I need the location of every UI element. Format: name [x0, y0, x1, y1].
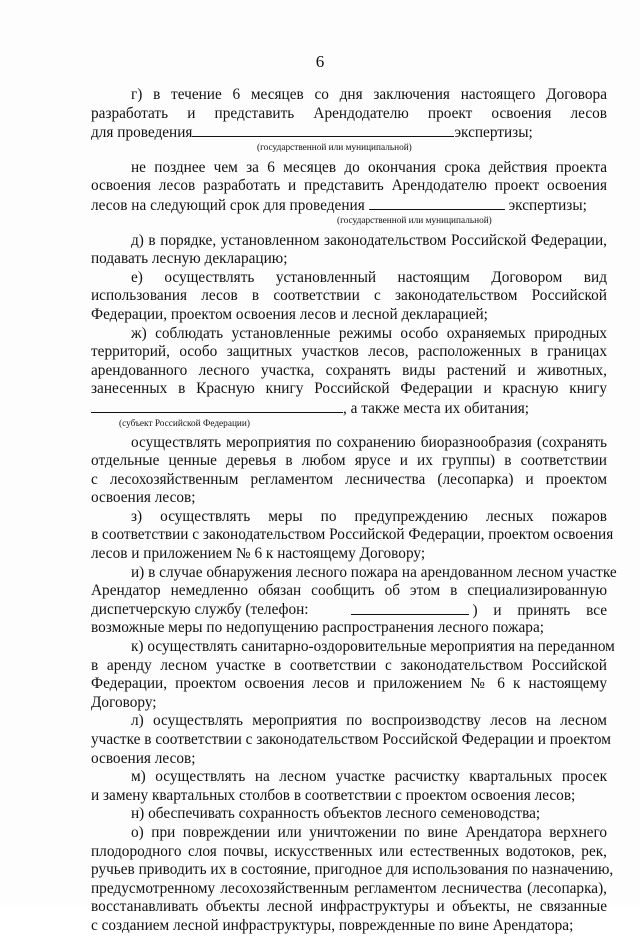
paragraph-line: отдельные ценные деревья в любом ярусе и их группы) в соответствии	[91, 452, 607, 470]
paragraph-line: предусмотренному лесохозяйственным регламентом лесничества (лесопарка),	[91, 879, 607, 897]
paragraph-line: Федерации, проектом освоения лесов и приложением № 6 к настоящему	[91, 675, 607, 693]
paragraph-line: осуществлять мероприятия по сохранению биоразнообразия (сохранять	[131, 433, 607, 451]
paragraph-line: с созданием лесной инфраструктуры, поврежденные по вине Арендатора;	[91, 916, 574, 934]
paragraph-line: Федерации, проектом освоения лесов и лесной декларацией;	[91, 305, 488, 323]
paragraph-line: и) в случае обнаружения лесного пожара на арендованном лесном участке	[131, 563, 617, 581]
line-text: экспертизы;	[454, 124, 533, 142]
paragraph-line: ж) соблюдать установленные режимы особо охраняемых природных	[131, 324, 607, 342]
paragraph-line: восстанавливать объекты лесной инфраструктуры и объекты, не связанные	[91, 898, 607, 916]
line-text: лесов на следующий срок для проведения	[91, 196, 365, 214]
blank-field	[351, 601, 469, 615]
paragraph-line: участке в соответствии с законодательством Российской Федерации и проектом	[91, 731, 611, 748]
paragraph-line: использования лесов в соответствии с законодательством Российской	[91, 287, 607, 305]
field-caption: (государственной или муниципальной)	[257, 142, 412, 153]
paragraph-line: территорий, особо защитных участков лесов, расположенных в границах	[91, 343, 607, 361]
blank-field	[192, 123, 454, 137]
blank-field	[91, 399, 343, 413]
paragraph-line	[91, 601, 607, 620]
paragraph-line: з) осуществлять меры по предупреждению лесных пожаров	[131, 507, 607, 525]
line-text: , а также места их обитания;	[343, 399, 530, 417]
paragraph-line	[91, 399, 607, 418]
paragraph-line: возможные меры по недопущению распространения лесного пожара;	[91, 619, 544, 637]
paragraph-line: в соответствии с законодательством Российской Федерации, проектом освоения	[91, 526, 614, 544]
paragraph-line	[91, 196, 607, 215]
blank-field	[369, 196, 505, 210]
paragraph-line: о) при повреждении или уничтожении по вине Арендатора верхнего	[131, 823, 607, 841]
paragraph-line: с лесохозяйственным регламентом лесничества (лесопарка) и проектом	[91, 470, 607, 488]
paragraph-line: и замену квартальных столбов в соответствии с проектом освоения лесов;	[91, 786, 576, 804]
line-text: ) и принять все	[472, 601, 607, 619]
paragraph-line: арендованного лесного участка, сохранять виды растений и животных,	[91, 361, 607, 379]
field-caption: (субъект Российской Федерации)	[119, 418, 250, 429]
paragraph-line: д) в порядке, установленном законодательством Российской Федерации,	[131, 231, 607, 249]
paragraph-line: Арендатор немедленно обязан сообщить об этом в специализированную	[91, 582, 607, 600]
paragraph-line: подавать лесную декларацию;	[91, 250, 288, 268]
paragraph-line: е) осуществлять установленный настоящим Договором вид	[131, 268, 607, 286]
paragraph-line: г) в течение 6 месяцев со дня заключения настоящего Договора	[131, 86, 607, 103]
paragraph-line: освоения лесов разработать и представить Арендодателю проект освоения	[91, 177, 607, 195]
field-caption: (государственной или муниципальной)	[337, 215, 492, 226]
paragraph-line: лесов и приложением № 6 к настоящему Договору;	[91, 545, 426, 563]
paragraph-line: к) осуществлять санитарно-оздоровительные мероприятия на переданном	[131, 638, 615, 656]
paragraph-line: плодородного слоя почвы, искусственных или естественных водотоков, рек,	[91, 842, 607, 860]
line-text: экспертизы;	[508, 196, 587, 214]
document-body	[91, 86, 617, 936]
paragraph-line: м) осуществлять на лесном участке расчистку квартальных просек	[131, 768, 607, 786]
paragraph-line: л) осуществлять мероприятия по воспроизводству лесов на лесном	[131, 712, 607, 730]
paragraph-line: Договору;	[91, 693, 157, 711]
line-text: диспетчерскую службу (телефон:	[91, 600, 309, 618]
paragraph-line: в аренду лесном участке в соответствии с законодательством Российской	[91, 656, 607, 674]
paragraph-line: разработать и представить Арендодателю проект освоения лесов	[91, 104, 607, 122]
line-text: для проведения	[91, 124, 193, 142]
paragraph-line: освоения лесов;	[91, 489, 196, 507]
paragraph-line: ручьев приводить их в состояние, пригодное для использования по назначению,	[91, 861, 614, 879]
paragraph-line: занесенных в Красную книгу Российской Федерации и красную книгу	[91, 380, 607, 398]
paragraph-line: не позднее чем за 6 месяцев до окончания срока действия проекта	[131, 158, 607, 176]
paragraph-line: освоения лесов;	[91, 749, 196, 767]
page-number: 6	[315, 52, 325, 71]
paragraph-line	[91, 123, 607, 142]
paragraph-line: н) обеспечивать сохранность объектов лесного семеноводства;	[131, 805, 541, 823]
